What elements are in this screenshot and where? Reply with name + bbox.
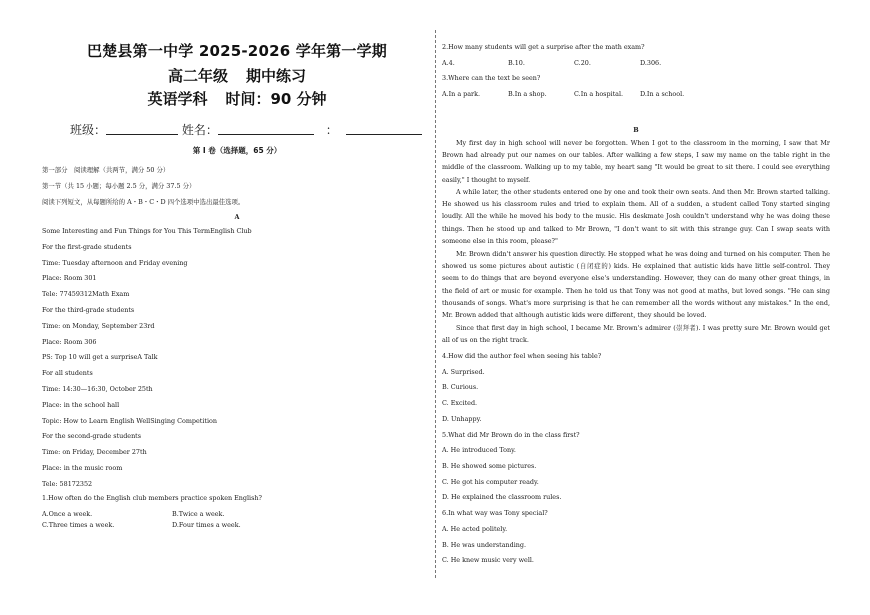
passage-a-label: A: [234, 213, 240, 221]
q3-option-b[interactable]: B.In a shop.: [508, 90, 547, 98]
q2-option-d[interactable]: D.306.: [640, 59, 662, 67]
passage-a-line: Place: in the music room: [42, 464, 123, 472]
passage-a-line: For the third-grade students: [42, 306, 135, 314]
passage-a-line: For the first-grade students: [42, 242, 132, 251]
passage-a-line: Place: in the school hall: [42, 400, 120, 409]
part1-heading: 第一部分 阅读理解（共两节，满分 50 分）: [42, 166, 170, 174]
exam-type-text: 期中练习: [246, 67, 307, 85]
passage-b-paragraph-2: A while later, the other students entered one by one and took their own seats. And then Mr. Brown started talking. He showed us his classroom rules and tried to explain them. All of a sudden, a student called Tony started singing loudly. All the while he moved his body to the music. His deskmate Josh couldn't understand why he was doing these things. Then he stood up and talked to Mr Brown, "I don't want to sit with this strange guy. Can I swap seats with someone else in this room, please?": [442, 188, 830, 245]
q6-stem: 6.In what way was Tony special?: [442, 509, 548, 517]
passage-b-paragraph-3: Mr. Brown didn't answer his question directly. He stopped what he was doing and turned on his computer. Then he showed us some pictures about autistic (自闭症的) kids. He explained that autistic kids have little self-control. They seem to do things that are beyond everyone else's understanding. However, they can do many other great things, in the field of art or music for example. Then he told us that Tony was not good at maths, but loved songs. "He can sing thousands of songs. What's more surprising is that he can remember all the words without any mistakes." In the end, Mr. Brown added that although autistic kids were different, they should be loved.: [442, 250, 830, 320]
q3-option-a[interactable]: A.In a park.: [442, 90, 481, 98]
q6-option-a[interactable]: A. He acted politely.: [442, 525, 508, 533]
instruction-text: 阅读下列短文，从每题所给的 A・B・C・D 四个选项中选出最佳选项。: [42, 198, 245, 206]
class-blank[interactable]: [106, 123, 178, 135]
passage-a-line: Time: on Monday, September 23rd: [42, 321, 155, 330]
passage-a-line: Place: Room 306: [42, 337, 97, 346]
q2-option-b[interactable]: B.10.: [508, 59, 525, 67]
column-divider: [435, 30, 436, 578]
passage-a-line: Tele: 58172352: [42, 479, 93, 488]
grade-text: 高二年级: [167, 67, 228, 85]
q4-stem: 4.How did the author feel when seeing his table?: [442, 352, 602, 360]
q6-option-c[interactable]: C. He knew music very well.: [442, 556, 534, 564]
q4-option-a[interactable]: A. Surprised.: [442, 368, 485, 376]
passage-a-line: Some Interesting and Fun Things for You This TermEnglish Club: [42, 227, 252, 235]
q2-stem: 2.How many students will get a surprise after the math exam?: [442, 43, 645, 51]
q5-stem: 5.What did Mr Brown do in the class first?: [442, 431, 580, 439]
volume-heading: 第 I 卷（选择题，65 分）: [192, 146, 282, 155]
q5-option-b[interactable]: B. He showed some pictures.: [442, 462, 537, 470]
passage-b-label: B: [633, 126, 639, 134]
section1-heading: 第一节（共 15 小题；每小题 2.5 分，满分 37.5 分）: [42, 182, 196, 190]
q3-option-c[interactable]: C.In a hospital.: [574, 90, 624, 98]
passage-a-line: Tele: 77459312Math Exam: [42, 290, 130, 299]
name-blank[interactable]: [218, 123, 314, 135]
q5-option-d[interactable]: D. He explained the classroom rules.: [442, 493, 562, 501]
q5-option-a[interactable]: A. He introduced Tony.: [442, 446, 516, 454]
q4-option-d[interactable]: D. Unhappy.: [442, 415, 482, 423]
student-info-row: [70, 121, 422, 138]
q6-option-b[interactable]: B. He was understanding.: [442, 541, 527, 549]
passage-b-paragraph-4: Since that first day in high school, I became Mr. Brown's admirer (崇拜者). I was pretty sure Mr. Brown would get all of us on the right track.: [442, 324, 830, 345]
passage-a-line: Time: 14:30—16:30, October 25th: [42, 385, 153, 393]
passage-b-paragraph-1: My first day in high school will never be forgotten. When I got to the classroom in the morning, I saw that Mr Brown had already put our names on our tables. After walking a few steps, I saw my name on the table right in the middle of the classroom. Walking up to my table, my heart sang "It would be great to sit there. I could see everything easily," I thought to myself.: [442, 139, 830, 184]
passage-a-line: Place: Room 301: [42, 274, 97, 283]
q1-stem: 1.How often do the English club members practice spoken English?: [42, 494, 262, 502]
q1-option-a[interactable]: A.Once a week.: [42, 510, 93, 518]
q2-option-c[interactable]: C.20.: [574, 59, 591, 67]
q4-option-b[interactable]: B. Curious.: [442, 383, 479, 391]
q3-option-d[interactable]: D.In a school.: [640, 90, 685, 98]
passage-a-line: For the second-grade students: [42, 432, 142, 441]
passage-a-line: Time: Tuesday afternoon and Friday evening: [42, 258, 188, 267]
q1-option-c[interactable]: C.Three times a week.: [42, 521, 115, 529]
passage-a-line: Topic: How to Learn English WellSinging Competition: [42, 416, 217, 425]
q1-option-b[interactable]: B.Twice a week.: [172, 510, 225, 518]
q5-option-c[interactable]: C. He got his computer ready.: [442, 478, 539, 486]
q3-stem: 3.Where can the text be seen?: [442, 74, 541, 82]
extra-blank[interactable]: [346, 123, 422, 135]
q4-option-c[interactable]: C. Excited.: [442, 399, 478, 407]
duration-text: 时间：90 分钟: [225, 90, 327, 108]
q2-option-a[interactable]: A.4.: [442, 59, 455, 67]
subject-text: 英语学科: [147, 90, 208, 108]
exam-school-term: 巴楚县第一中学 2025-2026 学年第一学期: [87, 42, 387, 60]
colon-label: ：: [325, 123, 338, 137]
q1-option-d[interactable]: D.Four times a week.: [172, 521, 241, 529]
passage-a-line: PS: Top 10 will get a surpriseA Talk: [42, 353, 158, 362]
passage-a-line: For all students: [42, 369, 93, 378]
passage-a-line: Time: on Friday, December 27th: [42, 448, 147, 457]
class-label: 班级：: [70, 123, 107, 137]
name-label: 姓名：: [181, 123, 218, 137]
exam-subject-line: [42, 88, 432, 109]
exam-grade-line: [42, 65, 432, 86]
